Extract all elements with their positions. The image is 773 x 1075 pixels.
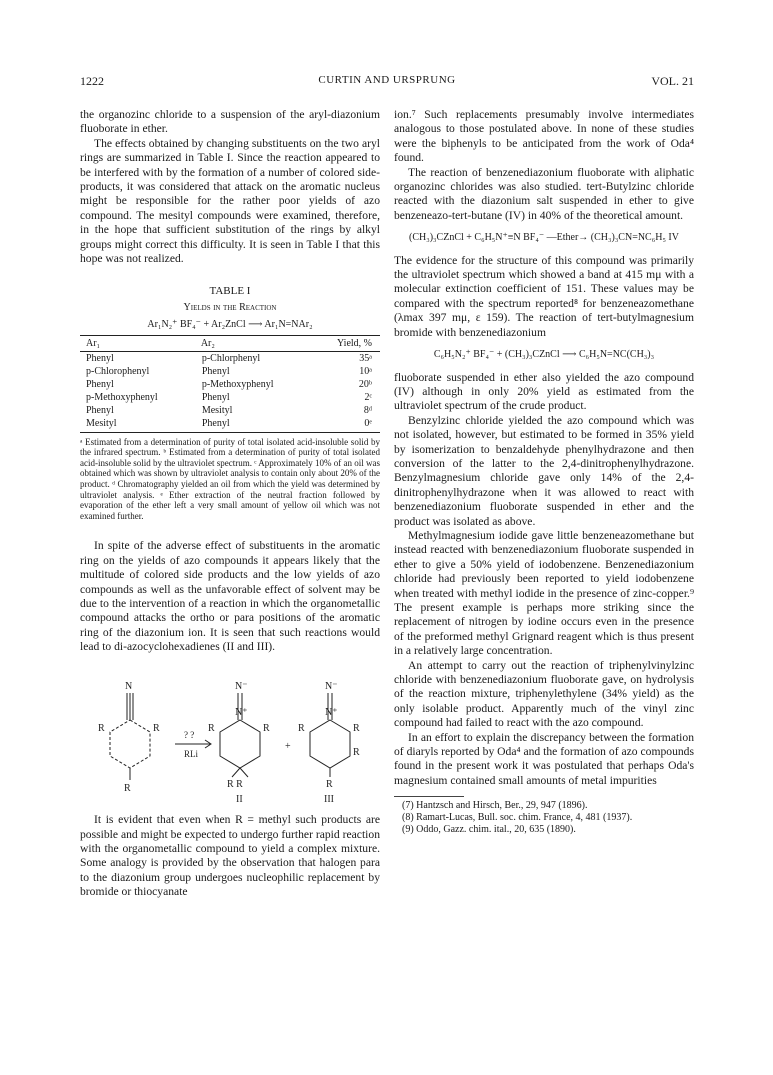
svg-text:R: R: [98, 722, 105, 734]
equation-2: C₆H₅N₂⁺ BF₄⁻ + (CH₃)₃CZnCl ⟶ C₆H₅N=NC(CH₃)₃: [433, 349, 655, 361]
page-number: 1222: [80, 74, 104, 88]
compound-label-III: III: [324, 793, 334, 805]
paragraph: In an effort to explain the discrepancy between the formation of diaryls reported by Oda⁴ and the formation of azo compounds found in the present work it was postulated that perhaps Oda's magnesium contained small amounts of metal impurities: [394, 730, 694, 787]
svg-text:N⁺: N⁺: [235, 706, 248, 718]
volume-label: VOL. 21: [651, 74, 694, 88]
right-column: [394, 108, 694, 836]
left-column: [80, 108, 380, 900]
table-cell: Phenyl: [201, 365, 230, 377]
paragraph: Benzylzinc chloride yielded the azo compound which was not isolated, however, but estimated to be formed in 35% yield by isomerization to benzaldehyde phenylhydrazone and then conversion of the latter to the 2,4-dinitrophenylhydrazone. Benzylmagnesium chloride gave only 14% of the 2,4-dinitrophenylhydrazone when it was allowed to react with benzenediazonium fluoborate suspended in ether and the product was isolated as above.: [394, 413, 694, 528]
table-cell: p-Methoxyphenyl: [86, 391, 158, 403]
column-header: Ar₂: [201, 335, 314, 351]
table-cell: Phenyl: [201, 417, 314, 433]
table-row: [80, 351, 380, 365]
paragraph: It is evident that even when R = methyl such products are possible and might be expected to undergo further rapid reaction with the organometallic compound to yield a complex mixture. Some analogy is provided by the observation that halogen para to the diazonium group undergoes nucleophilic replacement by bromide or thiocyanate: [80, 813, 380, 899]
table-1: [80, 284, 380, 521]
table-cell: 10ᵃ: [359, 365, 372, 377]
paragraph: Methylmagnesium iodide gave little benzeneazomethane but instead reacted with benzenediazonium fluoborate suspended in ether to give a 50% yield of iodobenzene. Benzenediazonium chloride had previously been reported to yield iodobenzene when treated with methyl iodide in the presence of zinc-copper.⁹ The present example is perhaps more striking since the replacement of nitrogen by iodine occurs even in the presence of the preformed methyl Grignard reagent which is thus present in a relatively large concentration.: [394, 528, 694, 658]
svg-text:N⁻: N⁻: [235, 680, 248, 692]
paragraph: In spite of the adverse effect of substituents in the aromatic ring on the yields of azo compounds it appears likely that the multitude of colored side products and the low yields of azo compounds as well as the unfavorable effect of solvent may be due to the intervention of a reaction in which the organometallic compound attacks the ortho or para positions of the aromatic ring of the diazonium ion. It is seen that such reactions would lead to di-azocyclohexadienes (II and III).: [80, 539, 380, 654]
table-cell: Phenyl: [201, 391, 230, 403]
table-row: [80, 417, 380, 433]
svg-text:N: N: [125, 680, 133, 692]
yield-table: [80, 335, 380, 433]
running-title: CURTIN AND URSPRUNG: [318, 74, 456, 86]
table-row: [80, 365, 380, 378]
svg-text:N⁻: N⁻: [325, 680, 338, 692]
question-marks: ? ?: [184, 729, 195, 740]
svg-text:R: R: [326, 778, 333, 790]
reagent-label: RLi: [184, 748, 199, 759]
table-cell: Phenyl: [86, 352, 114, 364]
paragraph: fluoborate suspended in ether also yielded the azo compound (IV) although in only 20% yield as estimated from the ultraviolet spectrum of the crude product.: [394, 370, 694, 413]
paragraph: The reaction of benzenediazonium fluoborate with aliphatic organozinc chlorides was also studied. tert-Butylzinc chloride reacted with the diazonium salt suspended in ether to give benzeneazo-tert-butane (IV) in 40% of the theoretical amount.: [394, 165, 694, 222]
table-subtitle: Yields in the Reaction: [183, 301, 277, 313]
table-title: TABLE I: [209, 285, 251, 298]
column-header: Ar₁: [80, 335, 201, 351]
table-cell: Phenyl: [86, 378, 114, 390]
paragraph: The evidence for the structure of this compound was primarily the ultraviolet spectrum which showed a band at 415 mμ with a molecular extinction coefficient of 151. These values may be compared with the spectrum reported⁸ for benzeneazomethane (λmax 397 mμ, ε 159). The reaction of tert-butylmagnesium bromide with benzenediazonium: [394, 253, 694, 339]
svg-text:R: R: [298, 722, 305, 734]
svg-text:R: R: [353, 722, 360, 734]
svg-text:R R: R R: [227, 778, 243, 790]
svg-text:N⁺: N⁺: [325, 706, 338, 718]
svg-text:R: R: [153, 722, 160, 734]
table-equation: Ar₁N₂⁺ BF₄⁻ + Ar₂ZnCl ⟶ Ar₁N=NAr₂: [147, 319, 313, 331]
table-cell: 20ᵇ: [358, 378, 372, 390]
table-cell: p-Methoxyphenyl: [201, 378, 274, 390]
table-row: [80, 404, 380, 417]
page-header: [80, 74, 694, 90]
reference: (7) Hantzsch and Hirsch, Ber., 29, 947 (1896).: [402, 800, 588, 812]
equation-1: (CH₃)₃CZnCl + C₆H₅N⁺≡N BF₄⁻ —Ether→ (CH₃)₃CN=NC₆H₅ IV: [409, 232, 679, 244]
compound-label-II: II: [236, 793, 243, 805]
table-row: [80, 378, 380, 391]
table-cell: 35ᵃ: [359, 352, 372, 364]
table-cell: p-Chlorophenyl: [86, 365, 150, 377]
paragraph: An attempt to carry out the reaction of triphenylvinylzinc chloride with benzenediazonium fluoborate gave, on hydrolysis of the reaction mixture, triphenylethylene (34% yield) as the only isolable product. Apparently much of the vinyl zinc compound had failed to react with the azo compound.: [394, 658, 694, 730]
diazocyclohexadiene-structures: [80, 665, 380, 805]
reference: (9) Oddo, Gazz. chim. ital., 20, 635 (1890).: [402, 824, 576, 836]
table-header-row: [80, 335, 380, 351]
table-footnotes: ᵃ Estimated from a determination of purity of total isolated acid-insoluble solid by the infrared spectrum. ᵇ Estimated from a determination of purity of total isolated acid-insoluble solid by the ultraviolet spectrum. ᶜ Approximately 10% of an oil was obtained which was shown by ultraviolet analysis to contain only about 20% of the product. ᵈ Chromatography yielded an oil from which the yield was determined by ultraviolet analysis. ᵉ Ether extraction of the neutral fraction followed by evaporation of the ether left a very small amount of yellow oil which was not examined further.: [80, 436, 380, 521]
table-row: [80, 391, 380, 404]
svg-text:+: +: [285, 740, 291, 752]
table-cell: p-Chlorphenyl: [201, 352, 261, 364]
column-header: Yield, %: [314, 335, 380, 351]
reference: (8) Ramart-Lucas, Bull. soc. chim. France, 4, 481 (1937).: [402, 812, 633, 824]
svg-text:R: R: [124, 782, 131, 794]
table-cell: 2ᶜ: [364, 391, 372, 403]
table-cell: Mesityl: [80, 417, 201, 433]
table-cell: Mesityl: [201, 404, 233, 416]
svg-text:R: R: [208, 722, 215, 734]
paragraph: ion.⁷ Such replacements presumably involve intermediates analogous to those postulated above. In none of these studies were the biphenyls to be anticipated from the work of Oda⁴ found.: [394, 108, 694, 165]
references-divider: [394, 796, 464, 797]
table-cell: 8ᵈ: [363, 404, 372, 416]
table-cell: Phenyl: [86, 404, 114, 416]
svg-text:R: R: [353, 746, 360, 758]
paragraph: the organozinc chloride to a suspension of the aryl-diazonium fluoborate in ether.: [80, 108, 380, 136]
table-cell: 0ᵉ: [314, 417, 380, 433]
svg-text:R: R: [263, 722, 270, 734]
paragraph: The effects obtained by changing substituents on the two aryl rings are summarized in Table I. Since the reaction appeared to be interfered with by the formation of a number of colored side-products, it was considered that attack on the aromatic nucleus might be responsible for the rather poor yields of azo compound. The mesityl compounds were examined, therefore, in the hope that sufficient substitution of the rings by alkyl groups might correct this difficulty. It is seen in Table I that this hope was not realized.: [80, 136, 380, 266]
